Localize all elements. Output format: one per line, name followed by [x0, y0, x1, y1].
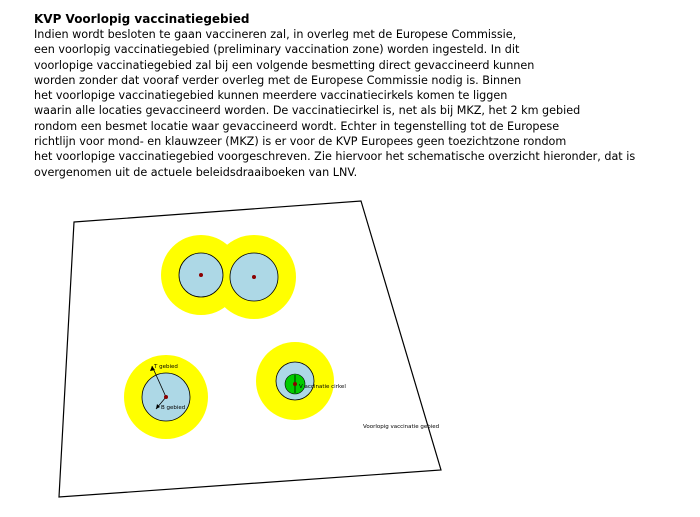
zone-label: Voorlopig vaccinatie gebied — [363, 424, 440, 430]
document-title: KVP Voorlopig vaccinatiegebied — [34, 12, 250, 26]
paragraph-line: het voorlopige vaccinatiegebied voorgeschreven. Zie hiervoor het schematische overzicht hieronder, dat is — [34, 150, 636, 164]
b-gebied-label: B gebied — [161, 405, 186, 411]
paragraph-line: richtlijn voor mond- en klauwzeer (MKZ) is er voor de KVP Europees geen toezichtzone rondom — [34, 135, 567, 149]
infected-location-dot — [199, 273, 203, 277]
paragraph-line: waarin alle locaties gevaccineerd worden. De vaccinatiecirkel is, net als bij MKZ, het 2 km gebied — [34, 104, 581, 118]
infected-location-dot — [164, 395, 168, 399]
infected-location-dot — [252, 275, 256, 279]
paragraph-line: worden zonder dat vooraf verder overleg met de Europese Commissie nodig is. Binnen — [34, 73, 522, 87]
paragraph-line: een voorlopig vaccinatiegebied (preliminary vaccination zone) worden ingesteld. In dit — [34, 43, 520, 57]
vaccination-circle-label: V accinatie cirkel — [299, 384, 346, 390]
infected-location-dot — [293, 382, 297, 386]
paragraph-line: rondom een besmet locatie waar gevaccineerd wordt. Echter in tegenstelling tot de Europese — [34, 119, 560, 133]
t-gebied-label: T gebied — [154, 364, 178, 370]
paragraph-line: voorlopige vaccinatiegebied zal bij een volgende besmetting direct gevaccineerd kunnen — [34, 58, 535, 72]
paragraph-line: overgenomen uit de actuele beleidsdraaiboeken van LNV. — [34, 165, 358, 179]
paragraph-line: Indien wordt besloten te gaan vaccineren zal, in overleg met de Europese Commissie, — [34, 28, 517, 41]
paragraph-line: het voorlopige vaccinatiegebied kunnen meerdere vaccinatiecirkels komen te liggen — [34, 89, 508, 103]
vaccination-circle-pair — [161, 235, 296, 319]
labelled-circle-t-b — [124, 355, 208, 439]
